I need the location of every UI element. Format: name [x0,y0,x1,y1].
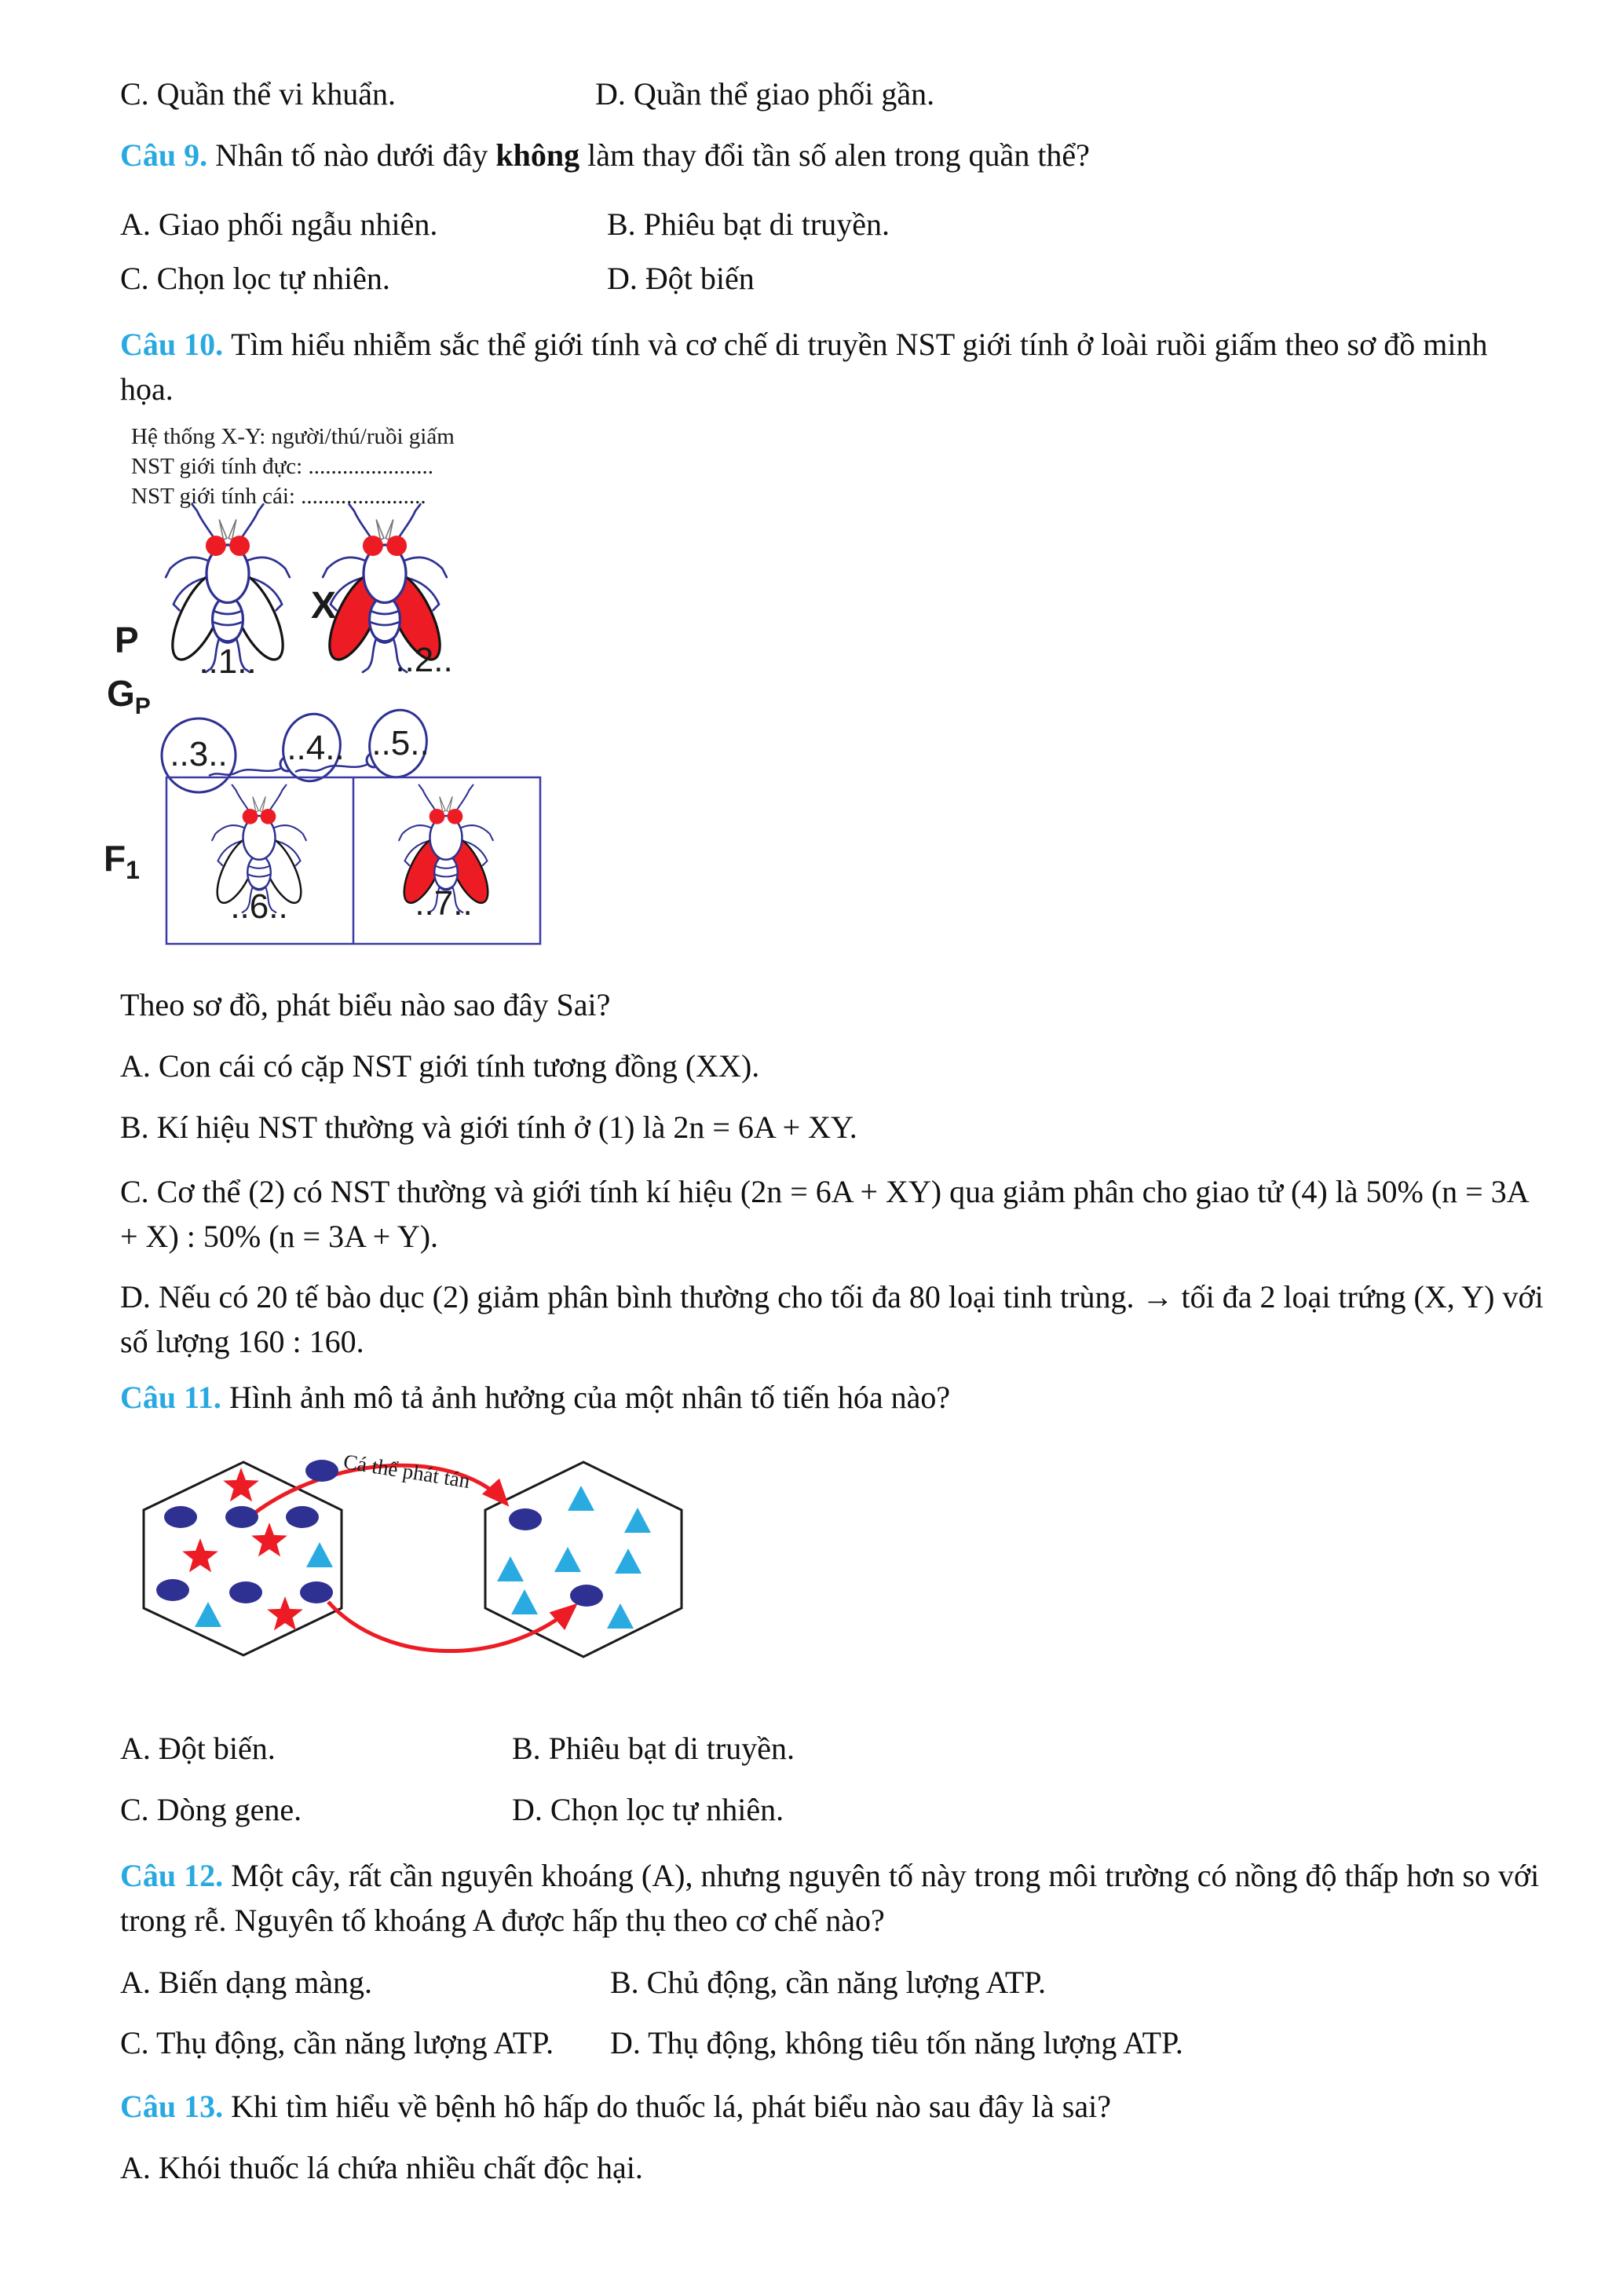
question-9 [120,137,1090,174]
q9-option-d: D. Đột biến [607,261,755,296]
q11-option-d: D. Chọn lọc tự nhiên. [512,1792,784,1827]
p-generation-label: P [115,620,139,660]
q12-option-d: D. Thụ động, không tiêu tốn năng lượng ATP. [610,2025,1183,2060]
gp-label: $G_P$ [107,673,151,720]
diagram-header-system: Hệ thống X-Y: người/thú/ruồi giấm [131,424,455,449]
blank-1: ..1.. [199,642,257,681]
q10-option-b: B. Kí hiệu NST thường và giới tính ở (1) là 2n = 6A + XY. [120,1110,857,1145]
navy-circle [300,1581,333,1603]
prev-option-c: C. Quần thể vi khuẩn. [120,76,397,112]
cyan-triangle [554,1547,581,1572]
navy-circle-migrant [509,1508,542,1530]
blank-6: ..6.. [230,887,288,926]
dispersal-label: Cá thể phát tán [342,1450,472,1493]
q10-option-a: A. Con cái có cặp NST giới tính tương đồng (XX). [120,1048,760,1084]
red-star [182,1538,218,1572]
q13-option-a: A. Khói thuốc lá chứa nhiều chất độc hại. [120,2150,643,2185]
cyan-triangle [195,1602,221,1627]
cyan-triangle [306,1542,333,1567]
question-13 [120,2088,1111,2125]
red-star [267,1596,303,1630]
question-9-label: Câu 9. [120,137,216,173]
q11-option-a: A. Đột biến. [120,1731,276,1766]
question-12 [120,1854,1545,1943]
question-10-label: Câu 10. [120,327,232,362]
red-star [251,1523,287,1556]
navy-circle [164,1506,197,1528]
navy-circle-migrant [570,1585,603,1607]
q9-option-a: A. Giao phối ngẫu nhiên. [120,207,438,242]
blank-2: ..2.. [395,641,453,679]
migration-arrow-bottom [328,1602,575,1651]
q12-option-a: A. Biến dạng màng. [120,1965,373,2000]
q11-option-c: C. Dòng gene. [120,1792,302,1827]
diagram-header-male-nst: NST giới tính đực: ...................... [131,454,433,479]
q10-option-c: C. Cơ thể (2) có NST thường và giới tính kí hiệu (2n = 6A + XY) qua giảm phân cho giao tử (4) là 50% (n = 3A + X) : 50% (n = 3A + Y). [120,1174,1528,1254]
navy-circle [286,1506,319,1528]
blank-3: ..3.. [170,735,228,773]
blank-5: ..5.. [371,724,430,762]
diagram-header-female-nst: NST giới tính cái: ...................... [131,484,426,509]
question-11 [120,1379,950,1416]
question-13-label: Câu 13. [120,2089,232,2124]
question-13-text: Khi tìm hiểu về bệnh hô hấp do thuốc lá, phát biểu nào sau đây là sai? [231,2089,1111,2124]
navy-circle-dispersing [305,1460,338,1482]
red-star [223,1468,259,1501]
cyan-triangle [624,1508,651,1533]
cyan-triangle [497,1556,524,1581]
question-9-text-pre: Nhân tố nào dưới đây [215,137,496,173]
question-9-text-bold: không [495,137,580,173]
question-10 [120,323,1545,412]
question-9-text-post: làm thay đổi tần số alen trong quần thể? [579,137,1090,173]
navy-circle [225,1506,258,1528]
blank-4: ..4.. [287,729,345,767]
q11-option-b: B. Phiêu bạt di truyền. [512,1731,795,1766]
question-11-text: Hình ảnh mô tả ảnh hưởng của một nhân tố tiến hóa nào? [228,1380,951,1415]
q12-option-b: B. Chủ động, cần năng lượng ATP. [610,1965,1047,2000]
cyan-triangle [607,1603,634,1629]
cyan-triangle [615,1548,642,1574]
navy-circle [156,1579,189,1601]
q9-option-c: C. Chọn lọc tự nhiên. [120,261,390,296]
q10-option-d: D. Nếu có 20 tế bào dục (2) giảm phân bình thường cho tối đa 80 loại tinh trùng. → tối đa 2 loại trứng (X, Y) với số lượng 160 : 160. [120,1279,1544,1359]
question-10-text: Tìm hiểu nhiễm sắc thể giới tính và cơ chế di truyền NST giới tính ở loài ruồi giấm theo sơ đồ minh họa. [120,327,1488,407]
navy-circle [229,1581,262,1603]
cyan-triangle [511,1589,538,1614]
question-12-label: Câu 12. [120,1858,232,1893]
question-12-text: Một cây, rất cần nguyên khoáng (A), nhưng nguyên tố này trong môi trường có nồng độ thấp hơn so với trong rễ. Nguyên tố khoáng A được hấp thụ theo cơ chế nào? [120,1858,1540,1938]
cyan-triangle [568,1486,594,1511]
q9-option-b: B. Phiêu bạt di truyền. [607,207,890,242]
cross-x-symbol: X [311,585,337,627]
q10-question: Theo sơ đồ, phát biểu nào sao đây Sai? [120,987,611,1022]
prev-option-d: D. Quần thể giao phối gần. [595,76,935,112]
q12-option-c: C. Thụ động, cần năng lượng ATP. [120,2025,554,2060]
blank-7: ..7.. [415,884,473,923]
question-11-label: Câu 11. [120,1380,229,1415]
f1-label: $F_1$ [104,838,140,885]
